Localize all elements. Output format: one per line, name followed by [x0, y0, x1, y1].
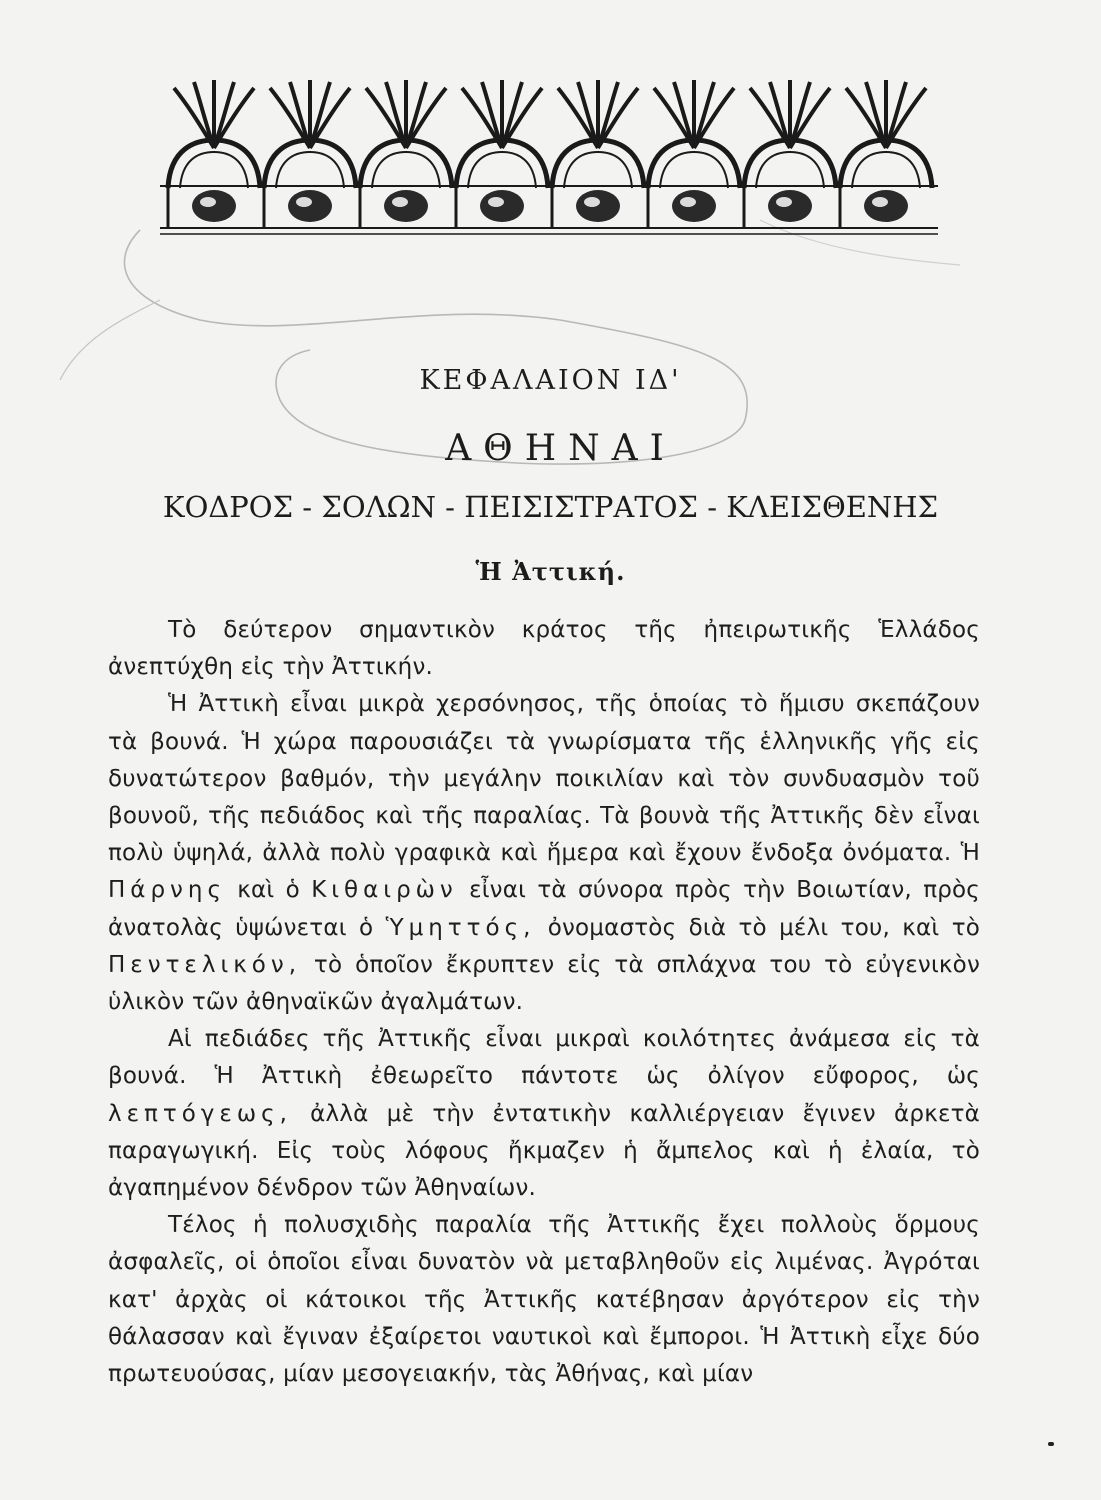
anthemion-frieze-ornament: [160, 78, 938, 238]
chapter-subtitle: ΚΟΔΡΟΣ - ΣΟΛΩΝ - ΠΕΙΣΙΣΤΡΑΤΟΣ - ΚΛΕΙΣΘΕΝΗΣ: [162, 490, 939, 524]
p2-text-e: τὸ ὁποῖον ἔκρυπτεν εἰς τὰ σπλάχνα του τὸ εὐγενικὸν ὑλικὸν τῶν ἀθηναϊκῶν ἀγαλμάτων.: [108, 951, 981, 1016]
paragraph-3: [108, 1021, 980, 1207]
place-parnis: Πάρνης: [108, 877, 226, 904]
section-heading: Ἡ Ἀττική.: [475, 557, 626, 586]
place-kithairon: Κιθαιρὼν: [311, 877, 458, 904]
paragraph-2: [108, 686, 980, 1021]
p3-text-b: ἀλλὰ μὲ τὴν ἐντατικὴν καλλιέργειαν ἔγινεν ἀρκετὰ παραγωγική. Εἰς τοὺς λόφους ἤκμαζεν ἡ ἄμπελος καὶ ἡ ἐλαία, τὸ ἀγαπημένον δένδρον τῶν Ἀθηναίων.: [108, 1100, 981, 1202]
p2-text-a: Ἡ Ἀττικὴ εἶναι μικρὰ χερσόνησος, τῆς ὁποίας τὸ ἥμισυ σκεπάζουν τὰ βουνά. Ἡ χώρα παρουσιάζει τὰ γνωρίσματα τῆς ἑλληνικῆς γῆς εἰς δυνατώτερον βαθμόν, τὴν μεγάλην ποικιλίαν καὶ τὸν συνδυασμὸν τοῦ βουνοῦ, τῆς πεδιάδος καὶ τῆς παραλίας. Τὰ βουνὰ τῆς Ἀττικῆς δὲν εἶναι πολὺ ὑψηλά, ἀλλὰ πολὺ γραφικὰ καὶ ἥμερα καὶ ἔχουν ἔνδοξα ὀνόματα. Ἡ: [108, 691, 980, 867]
paragraph-4: Τέλος ἡ πολυσχιδὴς παραλία τῆς Ἀττικῆς ἔχει πολλοὺς ὅρμους ἀσφαλεῖς, οἱ ὁποῖοι εἶναι δυνατὸν νὰ μεταβληθοῦν εἰς λιμένας. Ἀγρόται κατ' ἀρχὰς οἱ κάτοικοι τῆς Ἀττικῆς κατέβησαν ἀργότερον εἰς τὴν θάλασσαν καὶ ἔγιναν ἐξαίρετοι ναυτικοὶ καὶ ἔμποροι. Ἡ Ἀττικὴ εἶχε δύο πρωτευούσας, μίαν μεσογειακήν, τὰς Ἀθήνας, καὶ μίαν: [108, 1212, 980, 1388]
place-hymettos: Ὑμηττός,: [385, 914, 536, 941]
chapter-title: ΑΘΗΝΑΙ: [445, 428, 676, 469]
body-text: [108, 612, 980, 1393]
p2-text-c: εἶναι τὰ σύνορα πρὸς τὴν Βοιωτίαν, πρὸς ἀνατολὰς ὑψώνεται ὁ: [108, 877, 981, 941]
term-leptogeos: λεπτόγεως,: [108, 1100, 292, 1127]
ink-speck: [1048, 1442, 1054, 1446]
p2-text-b: καὶ ὁ: [237, 877, 300, 904]
chapter-number: ΚΕΦΑΛΑΙΟΝ ΙΔ': [419, 365, 682, 396]
p2-text-d: ὀνομαστὸς διὰ τὸ μέλι του, καὶ τὸ: [547, 914, 981, 941]
paragraph-1: Τὸ δεύτερον σημαντικὸν κράτος τῆς ἠπειρωτικῆς Ἑλλάδος ἀνεπτύχθη εἰς τὴν Ἀττικήν.: [108, 617, 980, 681]
p3-text-a: Αἱ πεδιάδες τῆς Ἀττικῆς εἶναι μικραὶ κοιλότητες ἀνάμεσα εἰς τὰ βουνά. Ἡ Ἀττικὴ ἐθεωρεῖτο πάντοτε ὡς ὀλίγον εὔφορος, ὡς: [108, 1026, 980, 1090]
place-penteli: Πεντελικόν,: [108, 951, 302, 978]
